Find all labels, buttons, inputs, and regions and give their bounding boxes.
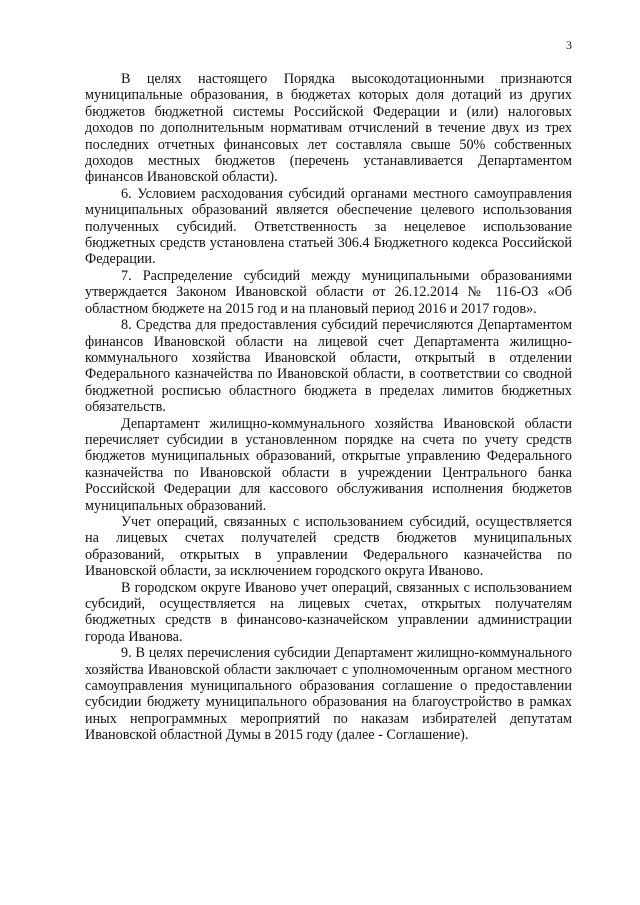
paragraph-accounting: Учет операций, связанных с использованием субсидий, осуществляется на лицевых счетах получателей средств бюджетов муниципальных образований, открытых в управлении Федерального казначейства по Ивановской области, за исключением городского округа Иваново.	[85, 513, 572, 580]
paragraph-ivanovo-accounting: В городском округе Иваново учет операций, связанных с использованием субсидий, осуществляется на лицевых счетах, открытых получателям бюджетных средств в финансово-казначейском управлении администрации города Иванова.	[85, 579, 572, 645]
paragraph-department-transfer: Департамент жилищно-коммунального хозяйства Ивановской области перечисляет субсидии в установленном порядке на счета по учету средств бюджетов муниципальных образований, открытые управлению Федерального казначейства по Ивановской области в учреждении Центрального банка Российской Федерации для кассового обслуживания исполнения бюджетов муниципальных образований.	[85, 415, 572, 514]
paragraph-6-spending-condition: 6. Условием расходования субсидий органами местного самоуправления муниципальных образований является обеспечение целевого использования полученных субсидий. Ответственность за нецелевое использование бюджетных средств установлена статьей 306.4 Бюджетного кодекса Российской Федерации.	[85, 185, 572, 268]
paragraph-7-distribution: 7. Распределение субсидий между муниципальными образованиями утверждается Законом Ивановской области от 26.12.2014 № 116-ОЗ «Об областном бюджете на 2015 год и на плановый период 2016 и 2017 годов».	[85, 267, 572, 317]
paragraph-9-agreement: 9. В целях перечисления субсидии Департамент жилищно-коммунального хозяйства Ивановской области заключает с уполномоченным органом местного самоуправления муниципального образования соглашение о предоставлении субсидии бюджету муниципального образования на благоустройство в рамках иных непрограммных мероприятий по наказам избирателей депутатам Ивановской областной Думы в 2015 году (далее - Соглашение).	[85, 645, 572, 744]
document-body	[85, 71, 572, 744]
paragraph-8-funds-transfer: 8. Средства для предоставления субсидий перечисляются Департаментом финансов Ивановской области на лицевой счет Департамента жилищно-коммунального хозяйства Ивановской области, открытый в отделении Федерального казначейства по Ивановской области, в соответствии со сводной бюджетной росписью областного бюджета в пределах лимитов бюджетных обязательств.	[85, 317, 572, 416]
page-number: 3	[566, 38, 572, 52]
paragraph-high-subsidy-definition: В целях настоящего Порядка высокодотационными признаются муниципальные образования, в бюджетах которых доля дотаций из других бюджетов бюджетной системы Российской Федерации и (или) налоговых доходов по дополнительным нормативам отчислений в течение двух из трех последних отчетных финансовых лет составляла свыше 50% собственных доходов местных бюджетов (перечень устанавливается Департаментом финансов Ивановской области).	[85, 71, 572, 186]
